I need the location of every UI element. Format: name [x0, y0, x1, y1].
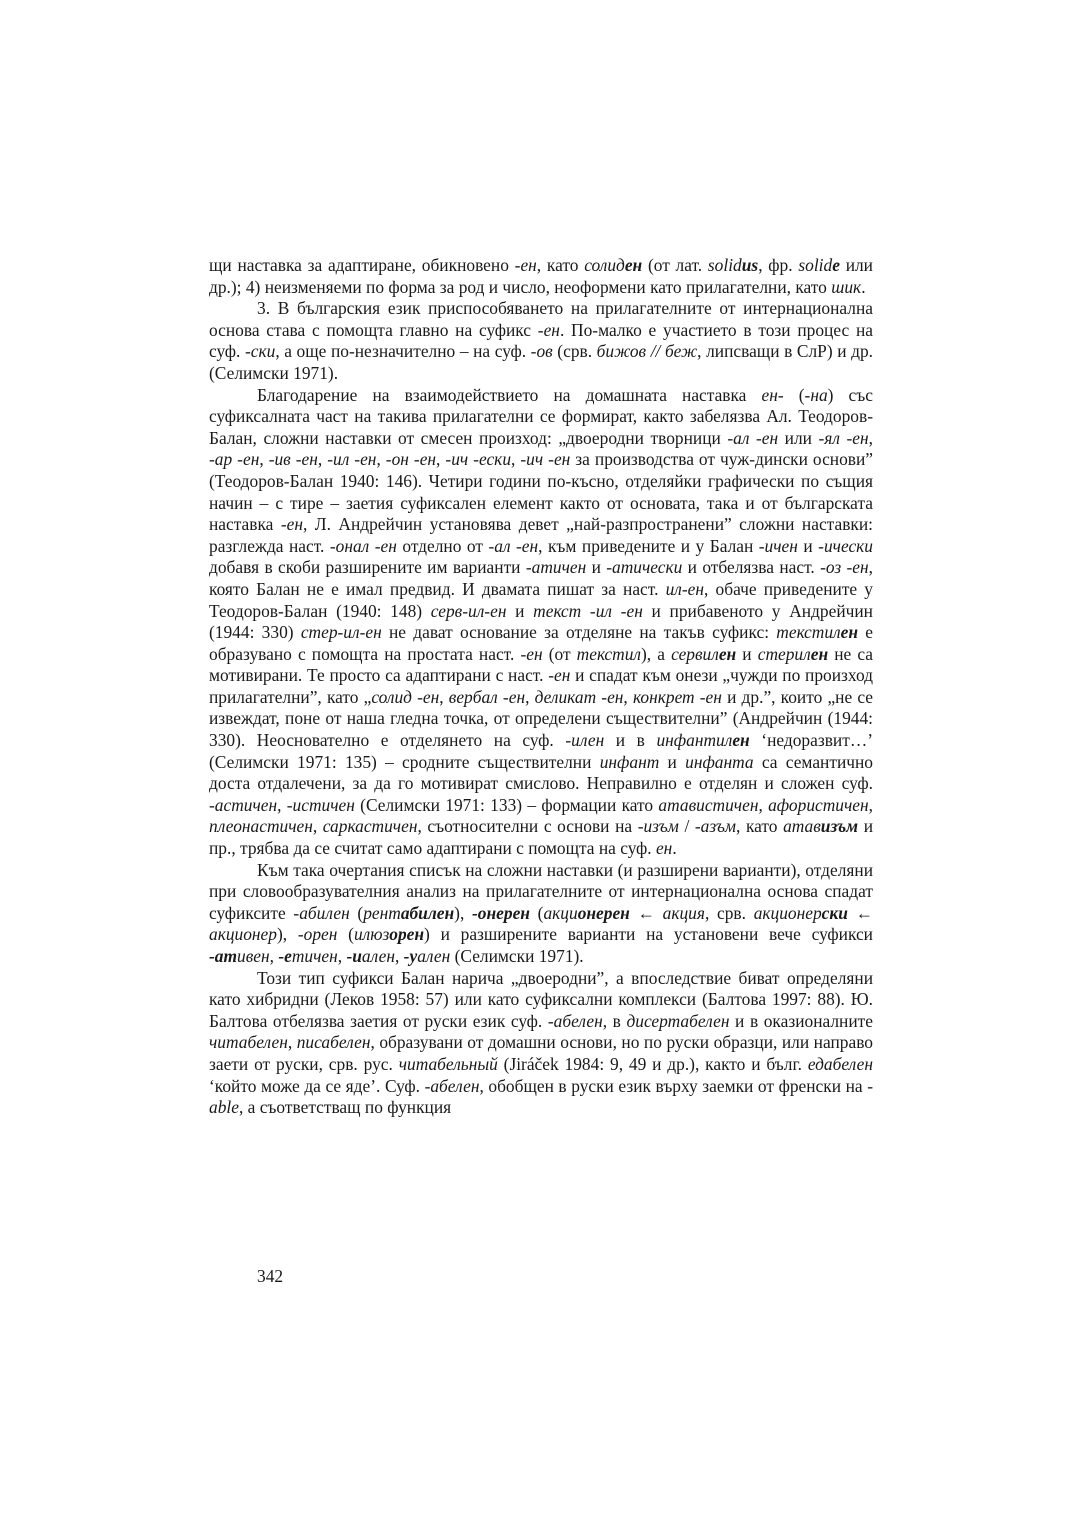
text-run: серв-ил-ен [430, 600, 507, 621]
text-run: -оз -ен [820, 557, 869, 578]
text-run: добавя в скоби разширените им варианти [209, 557, 526, 578]
text-run: (срв. [552, 341, 597, 362]
text-run: ), а [640, 643, 672, 664]
paragraph [209, 298, 873, 384]
text-run: и [736, 643, 758, 664]
text-run: , а съответстващ по функция [238, 1097, 452, 1118]
text-run: ил-ен [665, 578, 705, 599]
text-run: са семантично доста отдалечени, за да го мотивират смислово. Неправилно е отделян и сложен суф. [209, 751, 874, 794]
text-run: ( [349, 902, 364, 923]
text-run: сервил [671, 643, 719, 664]
text-run: ален [361, 946, 395, 966]
text-run: ( [529, 902, 544, 923]
text-run: / [678, 816, 695, 837]
text-run: , [277, 794, 287, 815]
text-run: орен [389, 924, 425, 945]
text-run: ), [454, 902, 473, 923]
text-run: , [269, 946, 279, 966]
text-run: афористичен [768, 794, 869, 815]
text-run: стерил [757, 643, 811, 664]
text-run: -ичен [758, 535, 798, 556]
text-run: онерен [577, 902, 630, 923]
text-run: и [659, 751, 686, 772]
paragraph [209, 860, 873, 968]
text-run: бижов // беж [596, 341, 698, 362]
text-run: -на [804, 384, 828, 405]
text-run: атавистичен [658, 794, 759, 815]
text-run: , [623, 686, 633, 707]
text-run: , [511, 449, 521, 470]
text-run: и [797, 535, 819, 556]
text-run: , [376, 449, 386, 470]
page-number: 342 [257, 1266, 284, 1286]
text-run: атав [783, 816, 821, 837]
text-run: ен [624, 255, 643, 275]
text-run: и др.”, които „не се извеждат, поне от наша гледна точка, от определени съществителни” (Андрейчин (1944: 330). Неоснователно е отделянето на суф. [209, 686, 874, 751]
text-run: щи наставка за адаптиране, обикновено [209, 255, 515, 275]
text-run: , [868, 427, 873, 448]
text-run: -он -ен [385, 449, 437, 470]
text-run: ен [732, 730, 750, 751]
text-run: -илен [565, 730, 605, 751]
text-run: , към приведените и у Балан [538, 535, 759, 556]
text-run: читабелен [209, 1032, 288, 1053]
text-run: -орен [297, 924, 338, 945]
text-run: , като [536, 255, 585, 275]
text-run: ен- [761, 384, 784, 405]
text-run: ( [337, 924, 354, 945]
text-run: дисертабелен [626, 1010, 730, 1031]
text-run: и [586, 557, 607, 578]
text-run: (от лат. [642, 255, 708, 275]
text-run: . [672, 838, 677, 859]
text-run: инфант [599, 751, 660, 772]
text-run: -ял -ен [818, 427, 869, 448]
text-run: текстил [576, 643, 641, 664]
text-run: и [506, 600, 534, 621]
text-run: -ов [530, 341, 553, 362]
text-run: (Jiráček 1984: 9, 49 и др.), както и бълг. [497, 1053, 808, 1074]
text-run: (от [542, 643, 577, 664]
text-run: -у [403, 946, 418, 966]
text-run: -и [346, 946, 362, 966]
text-run: , а още по-незначително – на суф. [275, 341, 531, 362]
text-run: ), [276, 924, 298, 945]
text-run: илюз [353, 924, 390, 945]
text-run: и спадат към онези „чужди по произход прилагателни”, като „ [209, 665, 873, 707]
text-run: . [861, 276, 866, 297]
text-run: -ен [548, 665, 571, 686]
text-run: -ски [244, 341, 276, 362]
text-run: текстил [776, 622, 841, 643]
text-run: рент [363, 902, 401, 923]
text-run: текст -ил -ен [533, 600, 643, 621]
text-run: -ал -ен [727, 427, 779, 448]
text-run: -е [278, 946, 292, 966]
text-run: solid [707, 255, 742, 275]
paragraph [209, 385, 873, 860]
text-run: , [394, 946, 404, 966]
text-run: ← [847, 902, 873, 923]
text-run: ален [417, 946, 451, 966]
text-run: e [832, 255, 840, 275]
text-run: вербал -ен [448, 686, 526, 707]
text-run: и пр., трябва да се считат само адаптирани с помощта на суф. [209, 816, 873, 859]
text-run: стер-ил-ен [300, 622, 382, 643]
text-run: ) и разширените варианти на установени вече суфикси [424, 924, 873, 945]
text-run: -ат [209, 946, 238, 966]
text-run: -абелен [547, 1010, 603, 1031]
text-run: , [312, 816, 323, 837]
text-run: , [758, 794, 769, 815]
text-run: солид -ен [371, 686, 440, 707]
text-run: не дават основание за отделяне на такъв суфикс: [381, 622, 777, 643]
text-run: -ич -ески [445, 449, 512, 470]
text-run: инфанта [685, 751, 754, 772]
text-run: или др.); 4) неизменяеми по форма за род и число, неоформени като прилагателни, като [209, 255, 873, 297]
text-run: читабельный [398, 1053, 498, 1074]
text-run: , [525, 686, 535, 707]
text-run: , Л. Андрейчин установява девет „най-разпространени” сложни наставки: разглежда наст. [209, 514, 874, 556]
text-run: едабелен [807, 1053, 874, 1074]
text-run: ивен [237, 946, 270, 966]
text-run: ( [783, 384, 805, 405]
text-run: , [439, 686, 449, 707]
text-run: -ив -ен [268, 449, 318, 470]
text-run: ен [655, 838, 673, 859]
text-run: -ич -ен [520, 449, 571, 470]
text-run: тичен [291, 946, 338, 966]
text-run: -ен [280, 514, 303, 535]
text-run: -ен [537, 319, 560, 340]
text-run: , [337, 946, 347, 966]
text-run: -астичен [209, 794, 278, 815]
text-run: -ически [818, 535, 873, 556]
text-run: -истичен [286, 794, 355, 815]
text-run: акционер [209, 924, 277, 945]
text-run: Благодарение на взаимодействието на домашната наставка [257, 384, 762, 405]
text-run: абилен [400, 902, 455, 923]
text-run: инфантил [656, 730, 733, 751]
paragraph [209, 968, 873, 1119]
text-run: е образувано с помощта на простата наст. [209, 622, 873, 664]
text-run: , [317, 449, 328, 470]
text-run: или [778, 427, 819, 448]
text-run: и прибавеното у Андрейчин (1944: 330) [209, 600, 873, 643]
text-run: , срв. [704, 902, 754, 923]
text-run: ен [810, 643, 829, 664]
text-run: -атически [606, 557, 683, 578]
text-run: ‘недоразвит…’ (Селимски 1971: 135) – сродните съществителни [209, 730, 873, 772]
text-run: -ен [520, 643, 543, 664]
text-run: , която Балан не е имал предвид. И двамата пишат за наст. [209, 557, 873, 599]
text-run: -ен [514, 255, 537, 275]
text-run: и отбелязва наст. [682, 557, 821, 578]
text-run: шик [831, 276, 862, 297]
text-run: не са мотивирани. Те просто са адаптирани с наст. [209, 643, 873, 686]
text-run: us [741, 255, 759, 275]
text-run: за производства от чуж-дински основи” (Теодоров-Балан 1940: 146). Четири години по-късно, отделяйки графически по същия начин – с тире – заетия суфиксален елемент както от основата, така и от българската наставка [209, 449, 874, 535]
text-run: Този тип суфикси Балан нарича „двоеродни”, а впоследствие биват определяни като хибридни (Леков 1958: 57) или като суфиксални комплекси (Балтова 1997: 88). Ю. Балтова отбелязва заетия от руски език суф. [209, 967, 873, 1031]
text-run: , [436, 449, 446, 470]
text-run: , обобщен в руски език върху заемки от френски на [479, 1075, 868, 1096]
text-run: плеонастичен [209, 816, 313, 837]
text-run: Към така очертания списък на сложни наставки (и разширени варианти), отделяни при словообразувателния анализ на прилагателните от интернационална основа спадат суфиксите [209, 859, 873, 923]
text-run: отделно от [396, 535, 489, 556]
text-run: -ал -ен [488, 535, 539, 556]
text-run: -онерен [472, 902, 530, 923]
text-run: -изъм [637, 816, 679, 837]
text-run: саркастичен [322, 816, 418, 837]
text-run: конкрет -ен [632, 686, 722, 707]
text-run: , липсващи в СлР) и др. (Селимски 1971). [209, 341, 874, 383]
text-run: (Селимски 1971: 133) – формации като [354, 794, 659, 815]
text-run: (Селимски 1971). [450, 946, 584, 966]
text-run: акция [662, 902, 705, 923]
text-run: солид [584, 255, 625, 275]
text-run: ен [840, 622, 858, 643]
text-run: -able [209, 1075, 873, 1118]
text-run: , [287, 1032, 297, 1053]
text-run: , обаче приведените у Теодоров-Балан (1940: 148) [209, 578, 873, 621]
text-run: . По-малко е участието в този процес на суф. [209, 319, 873, 362]
text-run: -атичен [525, 557, 587, 578]
text-run: ← [629, 902, 663, 923]
text-run: , [259, 449, 269, 470]
text-run: акци [543, 902, 578, 923]
text-run: , като [736, 816, 784, 837]
text-run: , в [602, 1010, 627, 1031]
text-run: ски [821, 902, 848, 923]
text-run: деликат -ен [534, 686, 624, 707]
paragraph [209, 255, 873, 298]
text-run: ен [718, 643, 737, 664]
text-run: изъм [820, 816, 859, 837]
text-run: -онал -ен [329, 535, 397, 556]
text-run: ‘който може да се яде’. Суф. [209, 1075, 425, 1096]
text-run: -абелен [424, 1075, 480, 1096]
text-run: , съотносителни с основи на [417, 816, 638, 837]
text-run: solid [798, 255, 833, 275]
text-run: , [868, 794, 873, 815]
text-run: -ар -ен [209, 449, 260, 470]
text-run: 3. В българския език приспособяването на прилагателните от интернационална основа става с помощта главно на суфикс [209, 298, 873, 340]
text-run: -абилен [293, 902, 350, 923]
text-run: и в [604, 730, 657, 751]
text-run: , образувани от домашни основи, но по руски образци, или направо заети от руски, срв. рус. [209, 1032, 873, 1074]
text-run: акционер [753, 902, 822, 923]
text-run: , фр. [758, 255, 799, 275]
page-body [209, 255, 873, 1119]
text-run: -азъм [694, 816, 737, 837]
text-run: ) със суфиксалната част на такива прилагателни се формират, както забелязва Ал. Теодоров-Балан, сложни наставки от смесен произход: „двоеродни творници [209, 384, 873, 448]
text-run: -ил -ен [327, 449, 377, 470]
text-run: и в оказионалните [729, 1010, 873, 1031]
text-run: писабелен [296, 1032, 371, 1053]
